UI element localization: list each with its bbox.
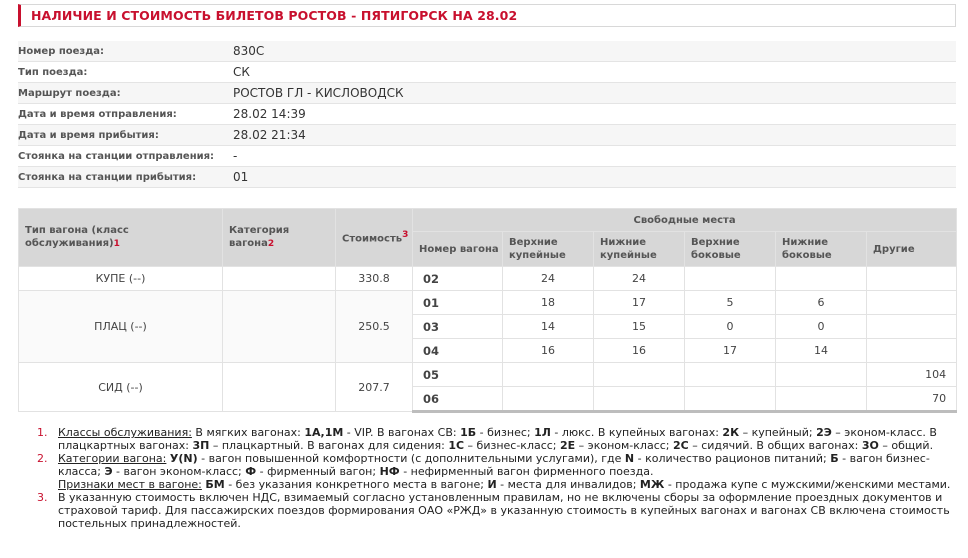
col-header-upper-coupe: Верхние купейные xyxy=(503,232,594,267)
footnote-number: 2. xyxy=(37,452,48,465)
other-cell xyxy=(867,339,957,363)
other-cell xyxy=(867,267,957,291)
car-number-cell: 01 xyxy=(413,291,503,315)
car-type-cell: КУПЕ (--) xyxy=(19,267,223,291)
info-row-departure-stop xyxy=(18,146,956,167)
lower-side-cell: 0 xyxy=(776,315,867,339)
col-header-car-type: Тип вагона (класс обслуживания)1 xyxy=(19,209,223,267)
category-cell xyxy=(223,291,336,363)
col-header-other: Другие xyxy=(867,232,957,267)
upper-coupe-cell: 18 xyxy=(503,291,594,315)
info-value: РОСТОВ ГЛ - КИСЛОВОДСК xyxy=(233,83,956,104)
other-cell: 70 xyxy=(867,387,957,412)
lower-side-cell xyxy=(776,267,867,291)
table-row xyxy=(19,267,957,291)
info-value: - xyxy=(233,146,956,167)
lower-side-cell: 14 xyxy=(776,339,867,363)
upper-side-cell: 0 xyxy=(685,315,776,339)
other-cell xyxy=(867,315,957,339)
other-cell: 104 xyxy=(867,363,957,387)
footnote-service-classes: 1. Классы обслуживания: В мягких вагонах: 1А,1М - VIP. В вагонах СВ: 1Б - бизнес; 1Л - люкс. В купейных вагонах: 2К – купейный; 2Э – эконом-класс. В плацкартных вагонах: 3П – плацкартный. В вагонах для сидения: 1С – бизнес-класс; 2Е – эконом-класс; 2С – сидячий. В общих вагонах: 3О – общий. xyxy=(37,426,937,452)
lower-coupe-cell: 15 xyxy=(594,315,685,339)
price-cell: 330.8 xyxy=(336,267,413,291)
upper-side-cell xyxy=(685,267,776,291)
lower-coupe-cell: 16 xyxy=(594,339,685,363)
lower-side-cell: 6 xyxy=(776,291,867,315)
footnote-text: В указанную стоимость включен НДС, взимаемый согласно установленным правилам, но не включены сборы за оформление проездных документов и страховой тариф. Для пассажирских поездов формирования ОАО «РЖД» в указанную стоимость в купейных вагонах и вагонах СВ включена стоимость постельных принадлежностей. xyxy=(58,491,950,530)
upper-coupe-cell xyxy=(503,363,594,387)
info-row-departure xyxy=(18,104,956,125)
footnote-car-categories: 2. Категории вагона: У(N) - вагон повышенной комфортности (с дополнительными услугами), где N - количество рационов питаний; Б - вагон бизнес-класса; Э - вагон эконом-класс; Ф - фирменный вагон; НФ - нефирменный вагон фирменного поезда. Признаки мест в вагоне: БМ - без указания конкретного места в вагоне; И - места для инвалидов; МЖ - продажа купе с мужскими/женскими местами. xyxy=(37,452,951,491)
upper-side-cell: 5 xyxy=(685,291,776,315)
info-row-train-number xyxy=(18,41,956,62)
info-label: Стоянка на станции прибытия: xyxy=(18,167,233,188)
car-type-cell: ПЛАЦ (--) xyxy=(19,291,223,363)
table-row xyxy=(19,363,957,387)
lower-side-cell xyxy=(776,387,867,412)
info-row-arrival-stop xyxy=(18,167,956,188)
col-header-car-number: Номер вагона xyxy=(413,232,503,267)
category-cell xyxy=(223,267,336,291)
footnote-subtitle: Признаки мест в вагоне: xyxy=(58,478,202,491)
table-row xyxy=(19,291,957,315)
info-value: 28.02 21:34 xyxy=(233,125,956,146)
upper-coupe-cell xyxy=(503,387,594,412)
footnotes xyxy=(18,426,958,530)
lower-coupe-cell: 24 xyxy=(594,267,685,291)
footnote-price-info xyxy=(18,491,958,530)
upper-coupe-cell: 14 xyxy=(503,315,594,339)
lower-coupe-cell xyxy=(594,363,685,387)
price-cell: 250.5 xyxy=(336,291,413,363)
upper-coupe-cell: 16 xyxy=(503,339,594,363)
price-cell: 207.7 xyxy=(336,363,413,412)
info-value: 830С xyxy=(233,41,956,62)
info-value: 01 xyxy=(233,167,956,188)
footnote-title: Классы обслуживания: xyxy=(58,426,192,439)
info-value: СК xyxy=(233,62,956,83)
col-header-lower-side: Нижние боковые xyxy=(776,232,867,267)
upper-side-cell xyxy=(685,363,776,387)
seat-availability-table xyxy=(18,208,957,413)
category-cell xyxy=(223,363,336,412)
car-number-cell: 03 xyxy=(413,315,503,339)
lower-coupe-cell xyxy=(594,387,685,412)
info-row-train-type xyxy=(18,62,956,83)
info-label: Тип поезда: xyxy=(18,62,233,83)
train-info-table xyxy=(18,41,956,188)
col-header-lower-coupe: Нижние купейные xyxy=(594,232,685,267)
info-label: Стоянка на станции отправления: xyxy=(18,146,233,167)
info-label: Дата и время прибытия: xyxy=(18,125,233,146)
upper-side-cell: 17 xyxy=(685,339,776,363)
info-value: 28.02 14:39 xyxy=(233,104,956,125)
col-header-upper-side: Верхние боковые xyxy=(685,232,776,267)
info-label: Номер поезда: xyxy=(18,41,233,62)
car-type-cell: СИД (--) xyxy=(19,363,223,412)
car-number-cell: 06 xyxy=(413,387,503,412)
col-header-price: Стоимость$^3$ xyxy=(336,209,413,267)
lower-side-cell xyxy=(776,363,867,387)
lower-coupe-cell: 17 xyxy=(594,291,685,315)
footnote-number: 3. xyxy=(37,491,48,504)
info-row-arrival xyxy=(18,125,956,146)
col-header-free-seats: Свободные места xyxy=(413,209,957,232)
car-number-cell: 04 xyxy=(413,339,503,363)
car-number-cell: 02 xyxy=(413,267,503,291)
info-label: Дата и время отправления: xyxy=(18,104,233,125)
info-row-route xyxy=(18,83,956,104)
page-title: НАЛИЧИЕ И СТОИМОСТЬ БИЛЕТОВ РОСТОВ - ПЯТИГОРСК НА 28.02 xyxy=(31,8,518,23)
page-header xyxy=(18,4,956,27)
other-cell xyxy=(867,291,957,315)
car-number-cell: 05 xyxy=(413,363,503,387)
upper-side-cell xyxy=(685,387,776,412)
col-header-category: Категория вагона2 xyxy=(223,209,336,267)
upper-coupe-cell: 24 xyxy=(503,267,594,291)
footnote-number: 1. xyxy=(37,426,48,439)
footnote-title: Категории вагона: xyxy=(58,452,167,465)
info-label: Маршрут поезда: xyxy=(18,83,233,104)
